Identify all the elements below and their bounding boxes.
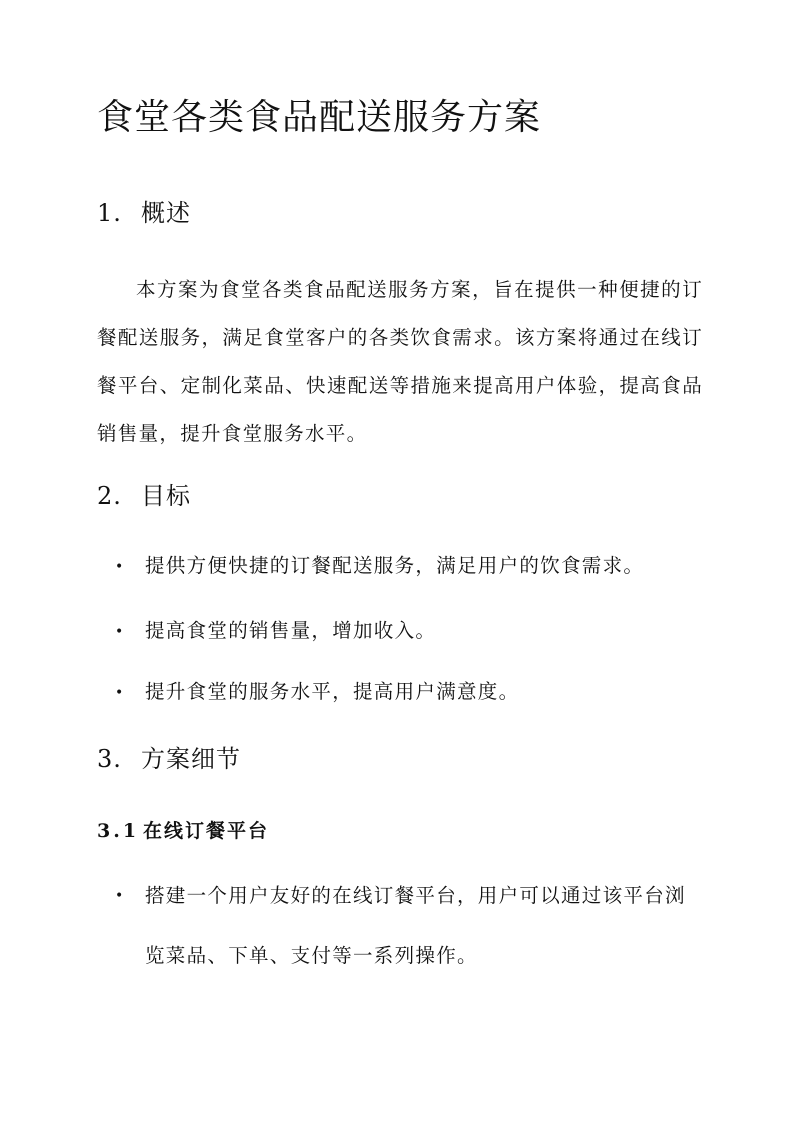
section-title: 目标 — [141, 482, 191, 510]
bullet-icon: • — [115, 623, 125, 640]
bullet-icon: • — [115, 684, 125, 701]
list-item-text: 提升食堂的服务水平，提高用户满意度。 — [145, 680, 520, 703]
bullet-icon: • — [115, 888, 125, 904]
list-item — [115, 866, 705, 986]
overview-paragraph: 本方案为食堂各类食品配送服务方案，旨在提供一种便捷的订餐配送服务，满足食堂客户的各类饮食需求。该方案将通过在线订餐平台、定制化菜品、快速配送等措施来提高用户体验，提高食品销售量，提升食堂服务水平。 — [97, 278, 703, 445]
section-heading-details — [97, 743, 241, 775]
list-item — [115, 536, 644, 597]
document-title: 食堂各类食品配送服务方案 — [97, 97, 542, 138]
section-heading-overview — [97, 197, 191, 229]
subsection-heading-online-ordering — [97, 818, 269, 844]
subsection-number: 3.1 — [97, 820, 140, 842]
list-item-text: 搭建一个用户友好的在线订餐平台，用户可以通过该平台浏览菜品、下单、支付等一系列操作。 — [145, 884, 686, 967]
list-item-text: 提供方便快捷的订餐配送服务，满足用户的饮食需求。 — [145, 554, 645, 577]
list-item — [115, 662, 519, 723]
section-title: 概述 — [141, 199, 191, 227]
subsection-title: 在线订餐平台 — [143, 820, 270, 842]
bullet-icon: • — [115, 558, 125, 575]
section-heading-goals — [97, 480, 191, 512]
list-item-text: 提高食堂的销售量，增加收入。 — [145, 619, 437, 642]
section-number: 1. — [97, 199, 122, 227]
section-title: 方案细节 — [141, 745, 241, 773]
section-number: 2. — [97, 482, 122, 510]
section-number: 3. — [97, 745, 122, 773]
list-item — [115, 601, 436, 662]
